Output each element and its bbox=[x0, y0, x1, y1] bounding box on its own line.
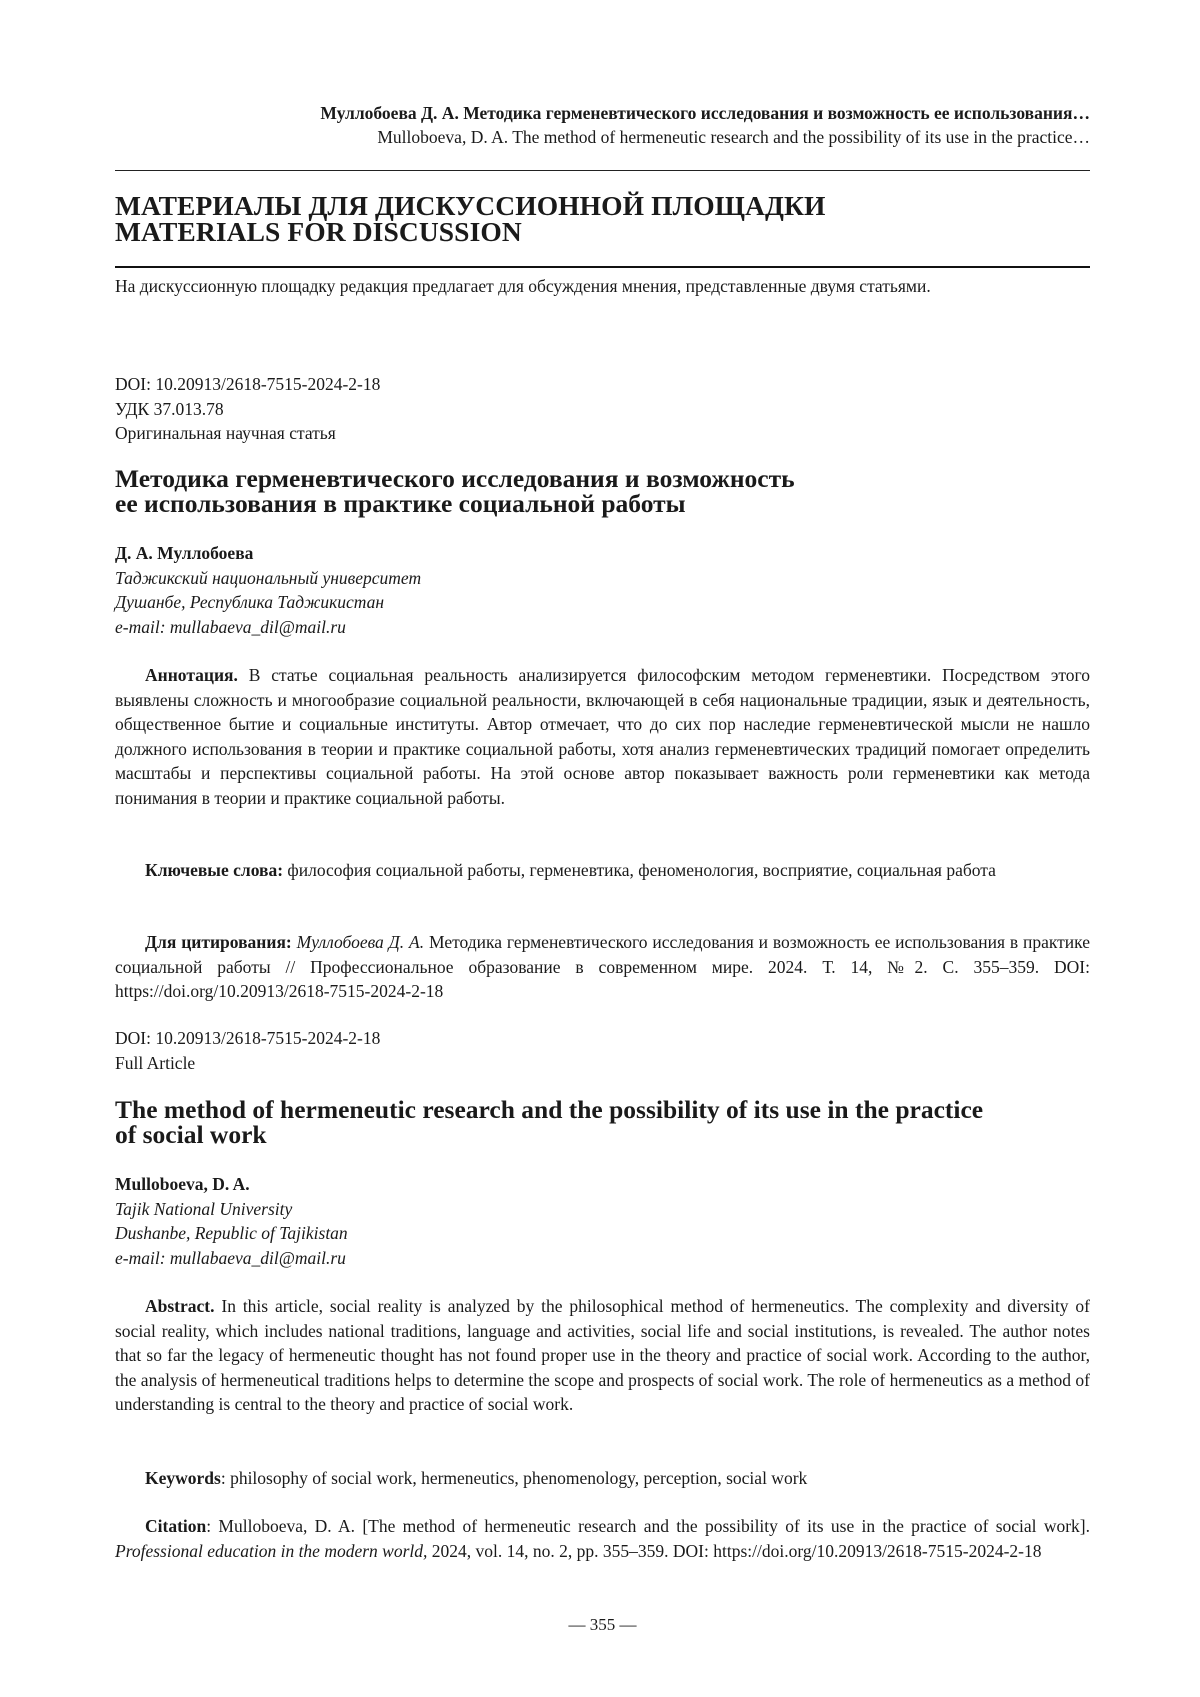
en-keywords-label: Keywords bbox=[145, 1468, 221, 1488]
en-doi: DOI: 10.20913/2618-7515-2024-2-18 bbox=[115, 1026, 380, 1051]
page-number: — 355 — bbox=[115, 1615, 1090, 1635]
ru-city: Душанбе, Республика Таджикистан bbox=[115, 590, 421, 615]
en-affiliation: Tajik National University bbox=[115, 1197, 348, 1222]
ru-article-meta bbox=[115, 372, 380, 446]
en-citation-label: Citation bbox=[145, 1516, 206, 1536]
running-head bbox=[320, 101, 1090, 149]
running-head-en: Mulloboeva, D. A. The method of hermeneutic research and the possibility of its use in the practice… bbox=[320, 125, 1090, 149]
ru-keywords bbox=[115, 858, 1090, 883]
ru-doi: DOI: 10.20913/2618-7515-2024-2-18 bbox=[115, 372, 380, 397]
ru-citation bbox=[115, 930, 1090, 1004]
ru-citation-author: Муллобоева Д. А. bbox=[297, 932, 425, 952]
ru-author-name: Д. А. Муллобоева bbox=[115, 541, 421, 566]
en-citation-text-2: 2024, vol. 14, no. 2, pp. 355–359. DOI: https://doi.org/10.20913/2618-7515-2024-2-18 bbox=[432, 1541, 1042, 1561]
en-title-line-2: of social work bbox=[115, 1122, 1090, 1147]
running-head-ru: Муллобоева Д. А. Методика герменевтического исследования и возможность ее использования… bbox=[320, 101, 1090, 125]
ru-article-title bbox=[115, 466, 1090, 516]
ru-abstract-label: Аннотация. bbox=[145, 665, 238, 685]
ru-title-line-2: ее использования в практике социальной работы bbox=[115, 491, 1090, 516]
ru-affiliation: Таджикский национальный университет bbox=[115, 566, 421, 591]
ru-article-type: Оригинальная научная статья bbox=[115, 421, 380, 446]
journal-page bbox=[115, 0, 1090, 1697]
en-citation-journal: Professional education in the modern world, bbox=[115, 1541, 427, 1561]
section-title-ru: МАТЕРИАЛЫ ДЛЯ ДИСКУССИОННОЙ ПЛОЩАДКИ bbox=[115, 193, 826, 219]
ru-title-line-1: Методика герменевтического исследования и возможность bbox=[115, 466, 1090, 491]
en-author-block bbox=[115, 1172, 348, 1270]
en-abstract bbox=[115, 1294, 1090, 1417]
en-citation-text-1: : Mulloboeva, D. A. [The method of hermeneutic research and the possibility of its use in the practice of social work]. bbox=[206, 1516, 1090, 1536]
en-article-meta bbox=[115, 1026, 380, 1075]
ru-citation-text: Методика герменевтического исследования и возможность ее использования в практике социальной работы // Профессиональное образование в современном мире. 2024. Т. 14, №2. С. 355–359. DOI: https://doi.org/10.20913/2618-7515-2024-2-18 bbox=[115, 932, 1090, 1001]
header-divider bbox=[115, 170, 1090, 171]
en-city: Dushanbe, Republic of Tajikistan bbox=[115, 1221, 348, 1246]
en-email: e-mail: mullabaeva_dil@mail.ru bbox=[115, 1246, 348, 1271]
ru-email: e-mail: mullabaeva_dil@mail.ru bbox=[115, 615, 421, 640]
ru-citation-label: Для цитирования: bbox=[145, 932, 292, 952]
en-article-type: Full Article bbox=[115, 1051, 380, 1076]
ru-udk: УДК 37.013.78 bbox=[115, 397, 380, 422]
en-abstract-label: Abstract. bbox=[145, 1296, 215, 1316]
en-citation bbox=[115, 1514, 1090, 1563]
ru-abstract-text: В статье социальная реальность анализируется философским методом герменевтики. Посредством этого выявлены сложность и многообразие социальной реальности, включающей в себя национальные традиции, язык и деятельность, общественное бытие и социальные институты. Автор отмечает, что до сих пор наследие герменевтической мысли не нашло должного использования в теории и практике социальной работы, хотя анализ герменевтических традиций помогает определить масштабы и перспективы социальной работы. На этой основе автор показывает важность роли герменевтики как метода понимания в теории и практике социальной работы. bbox=[115, 665, 1090, 808]
en-article-title bbox=[115, 1097, 1090, 1147]
ru-abstract bbox=[115, 663, 1090, 810]
section-intro: На дискуссионную площадку редакция предлагает для обсуждения мнения, представленные двумя статьями. bbox=[115, 274, 931, 298]
en-abstract-text: In this article, social reality is analyzed by the philosophical method of hermeneutics. The complexity and diversity of social reality, which includes national traditions, language and activities, social life and social institutions, is revealed. The author notes that so far the legacy of hermeneutic thought has not found proper use in the theory and practice of social work. According to the author, the analysis of hermeneutical traditions helps to determine the scope and prospects of social work. The role of hermeneutics as a method of understanding is central to the theory and practice of social work. bbox=[115, 1296, 1090, 1414]
en-keywords bbox=[115, 1466, 1090, 1491]
ru-author-block bbox=[115, 541, 421, 639]
section-title-en: MATERIALS FOR DISCUSSION bbox=[115, 219, 826, 245]
section-title bbox=[115, 193, 826, 245]
en-author-name: Mulloboeva, D. A. bbox=[115, 1172, 348, 1197]
en-title-line-1: The method of hermeneutic research and the possibility of its use in the practice bbox=[115, 1097, 1090, 1122]
en-keywords-text: : philosophy of social work, hermeneutics, phenomenology, perception, social work bbox=[221, 1468, 807, 1488]
ru-keywords-text: философия социальной работы, герменевтика, феноменология, восприятие, социальная работа bbox=[287, 860, 995, 880]
section-divider bbox=[115, 266, 1090, 268]
ru-keywords-label: Ключевые слова: bbox=[145, 860, 283, 880]
